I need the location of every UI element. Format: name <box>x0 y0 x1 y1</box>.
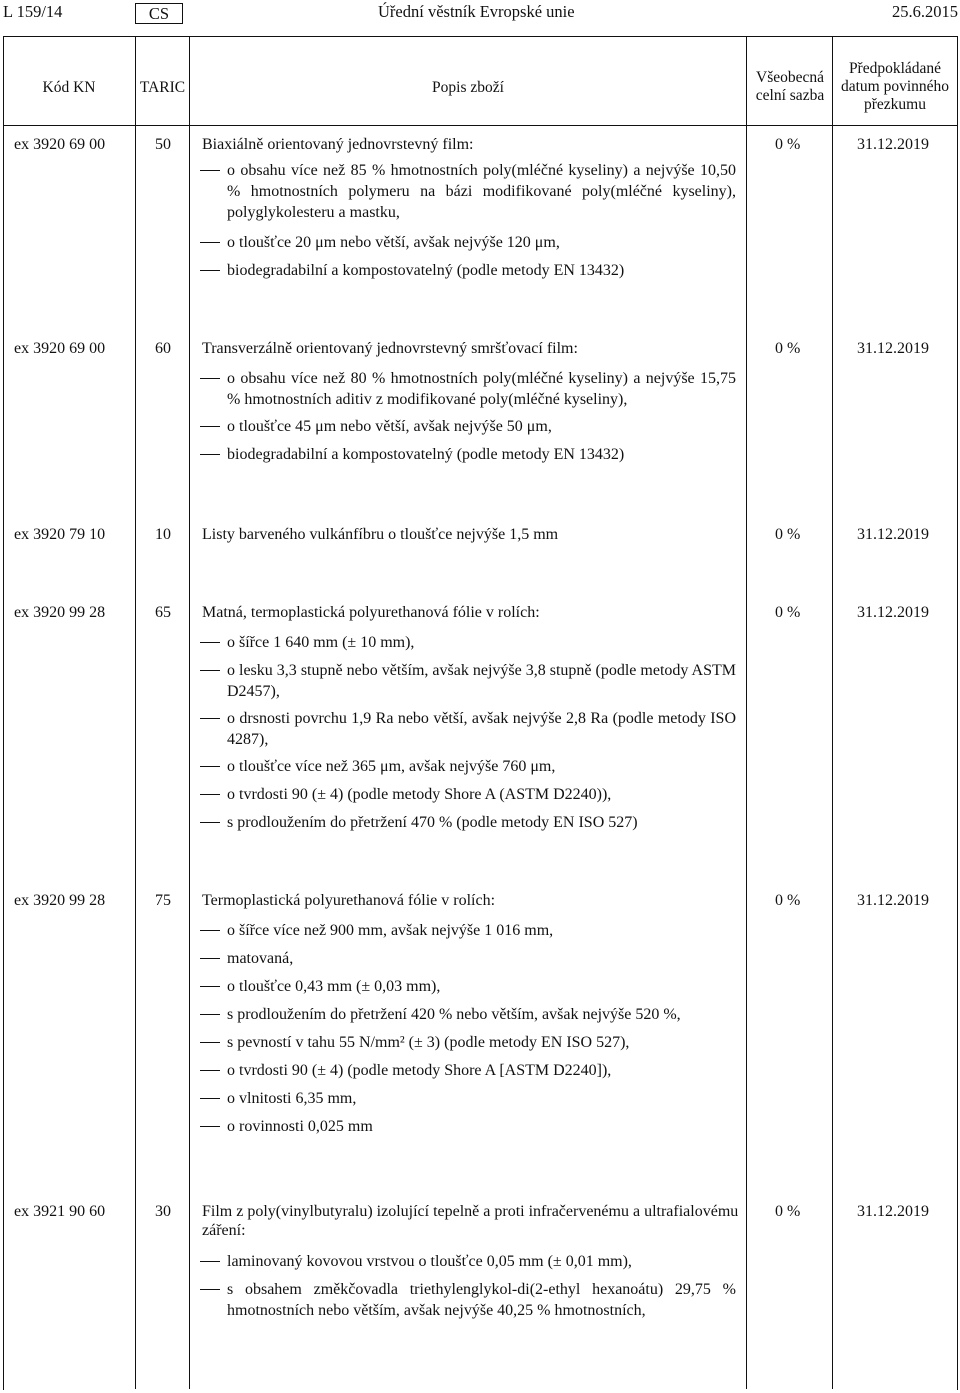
description-list-item <box>200 812 736 833</box>
publication-date: 25.6.2015 <box>892 2 958 21</box>
em-dash-bullet <box>200 1126 220 1127</box>
em-dash-bullet <box>200 986 220 987</box>
description-list-item-text: o tloušťce 20 μm nebo větší, avšak nejvýše 120 μm, <box>227 234 560 251</box>
goods-description-title: Film z poly(vinylbutyralu) izolující tepelně a proti infračervenému a ultrafialovému záření: <box>202 1203 739 1239</box>
cn-code: ex 3920 99 28 <box>14 604 106 621</box>
description-list-item <box>200 1060 736 1081</box>
em-dash-bullet <box>200 642 220 643</box>
review-date: 31.12.2019 <box>857 526 929 543</box>
em-dash-bullet <box>200 1014 220 1015</box>
cn-code: ex 3920 79 10 <box>14 526 106 543</box>
taric-code: 30 <box>155 1203 171 1220</box>
em-dash-bullet <box>200 670 220 671</box>
review-date: 31.12.2019 <box>857 604 929 621</box>
em-dash-bullet <box>200 1289 220 1290</box>
description-list-item-text: biodegradabilní a kompostovatelný (podle metody EN 13432) <box>227 262 625 279</box>
description-list-item-text: o tvrdosti 90 (± 4) (podle metody Shore A (ASTM D2240)), <box>227 786 612 803</box>
description-list-item <box>200 444 736 465</box>
description-list-item <box>200 1088 736 1109</box>
description-list-item <box>200 1279 736 1321</box>
description-list-item-text: laminovaný kovovou vrstvou o tloušťce 0,05 mm (± 0,01 mm), <box>227 1253 632 1270</box>
description-list-item <box>200 660 736 702</box>
em-dash-bullet <box>200 930 220 931</box>
cn-code: ex 3920 69 00 <box>14 136 106 153</box>
em-dash-bullet <box>200 1042 220 1043</box>
em-dash-bullet <box>200 170 220 171</box>
description-list-item <box>200 784 736 805</box>
description-list-item <box>200 1004 736 1025</box>
goods-description-title: Biaxiálně orientovaný jednovrstevný film: <box>202 136 474 153</box>
column-header-kod: Kód KN <box>42 79 96 96</box>
description-list-item-text: o šířce více než 900 mm, avšak nejvýše 1 016 mm, <box>227 922 554 939</box>
description-list-item <box>200 1116 736 1137</box>
description-list-item <box>200 416 736 437</box>
em-dash-bullet <box>200 242 220 243</box>
description-list-item <box>200 1032 736 1053</box>
description-list-item-text: s prodloužením do přetržení 470 % (podle metody EN ISO 527) <box>227 814 638 831</box>
column-header-taric: TARIC <box>139 79 186 96</box>
taric-code: 50 <box>155 136 171 153</box>
header-divider <box>3 125 958 126</box>
description-list-item <box>200 368 736 410</box>
description-list-item-text: matovaná, <box>227 950 294 967</box>
column-header-popis: Popis zboží <box>432 79 504 96</box>
review-date: 31.12.2019 <box>857 136 929 153</box>
description-list-item-text: o drsnosti povrchu 1,9 Ra nebo větší, avšak nejvýše 2,8 Ra (podle metody ISO 4287), <box>227 710 736 748</box>
taric-code: 60 <box>155 340 171 357</box>
description-list-item-text: o tloušťce více než 365 μm, avšak nejvýše 760 μm, <box>227 758 556 775</box>
em-dash-bullet <box>200 1098 220 1099</box>
page-header <box>3 2 958 24</box>
column-header-datum: Předpokládané datum povinného přezkumu <box>840 60 950 113</box>
description-list-item <box>200 632 736 653</box>
description-list-item-text: s prodloužením do přetržení 420 % nebo větším, avšak nejvýše 520 %, <box>227 1006 681 1023</box>
em-dash-bullet <box>200 1070 220 1071</box>
description-list-item <box>200 232 736 253</box>
description-list-item-text: o tloušťce 0,43 mm (± 0,03 mm), <box>227 978 441 995</box>
duty-rate: 0 % <box>775 1203 801 1220</box>
taric-code: 10 <box>155 526 171 543</box>
em-dash-bullet <box>200 958 220 959</box>
em-dash-bullet <box>200 766 220 767</box>
em-dash-bullet <box>200 1261 220 1262</box>
goods-description-title: Transverzálně orientovaný jednovrstevný smršťovací film: <box>202 340 578 357</box>
description-list-item <box>200 756 736 777</box>
duty-rate: 0 % <box>775 340 801 357</box>
description-list-item <box>200 920 736 941</box>
journal-title: Úřední věstník Evropské unie <box>378 2 575 21</box>
goods-description-title: Listy barveného vulkánfíbru o tloušťce nejvýše 1,5 mm <box>202 526 559 543</box>
duty-rate: 0 % <box>775 604 801 621</box>
page-reference: L 159/14 <box>3 2 63 21</box>
description-list-item <box>200 1251 736 1272</box>
description-list-item <box>200 976 736 997</box>
description-list-item <box>200 708 736 750</box>
column-header-sazba: Všeobecná celní sazba <box>755 69 825 104</box>
duty-rate: 0 % <box>775 526 801 543</box>
description-list-item-text: o tvrdosti 90 (± 4) (podle metody Shore A [ASTM D2240]), <box>227 1062 612 1079</box>
description-list-item-text: o obsahu více než 80 % hmotnostních poly(mléčné kyseliny) a nejvýše 15,75 % hmotnostních aditiv z modifikované poly(mléčné kyseliny), <box>227 370 736 408</box>
goods-description-title: Matná, termoplastická polyurethanová fólie v rolích: <box>202 604 540 621</box>
em-dash-bullet <box>200 718 220 719</box>
column-divider <box>746 36 747 1389</box>
em-dash-bullet <box>200 794 220 795</box>
description-list-item-text: biodegradabilní a kompostovatelný (podle metody EN 13432) <box>227 446 625 463</box>
column-divider <box>135 36 136 1389</box>
em-dash-bullet <box>200 270 220 271</box>
cn-code: ex 3920 69 00 <box>14 340 106 357</box>
duty-rate: 0 % <box>775 136 801 153</box>
description-list-item-text: o tloušťce 45 μm nebo větší, avšak nejvýše 50 μm, <box>227 418 552 435</box>
description-list-item-text: s pevností v tahu 55 N/mm² (± 3) (podle metody EN ISO 527), <box>227 1034 630 1051</box>
taric-code: 65 <box>155 604 171 621</box>
em-dash-bullet <box>200 378 220 379</box>
description-list-item-text: s obsahem změkčovadla triethylenglykol-di(2-ethyl hexanoátu) 29,75 % hmotnostních nebo větším, avšak nejvýše 40,25 % hmotnostních, <box>227 1281 736 1319</box>
description-list-item <box>200 948 736 969</box>
taric-code: 75 <box>155 892 171 909</box>
duty-rate: 0 % <box>775 892 801 909</box>
review-date: 31.12.2019 <box>857 1203 929 1220</box>
description-list-item <box>200 260 736 281</box>
review-date: 31.12.2019 <box>857 340 929 357</box>
goods-description-title: Termoplastická polyurethanová fólie v rolích: <box>202 892 496 909</box>
description-list-item-text: o šířce 1 640 mm (± 10 mm), <box>227 634 415 651</box>
language-badge: CS <box>135 3 183 24</box>
cn-code: ex 3921 90 60 <box>14 1203 106 1220</box>
description-list-item-text: o rovinnosti 0,025 mm <box>227 1118 373 1135</box>
em-dash-bullet <box>200 454 220 455</box>
column-divider <box>832 36 833 1389</box>
column-divider <box>189 36 190 1389</box>
description-list-item-text: o lesku 3,3 stupně nebo větším, avšak nejvýše 3,8 stupně (podle metody ASTM D2457), <box>227 662 736 700</box>
description-list-item <box>200 160 736 223</box>
review-date: 31.12.2019 <box>857 892 929 909</box>
cn-code: ex 3920 99 28 <box>14 892 106 909</box>
description-list-item-text: o obsahu více než 85 % hmotnostních poly(mléčné kyseliny) a nejvýše 10,50 % hmotnostních polymeru na bázi modifikované poly(mléčné kyseliny), polyglykolesteru a mastku, <box>227 162 736 221</box>
em-dash-bullet <box>200 426 220 427</box>
description-list-item-text: o vlnitosti 6,35 mm, <box>227 1090 357 1107</box>
em-dash-bullet <box>200 822 220 823</box>
